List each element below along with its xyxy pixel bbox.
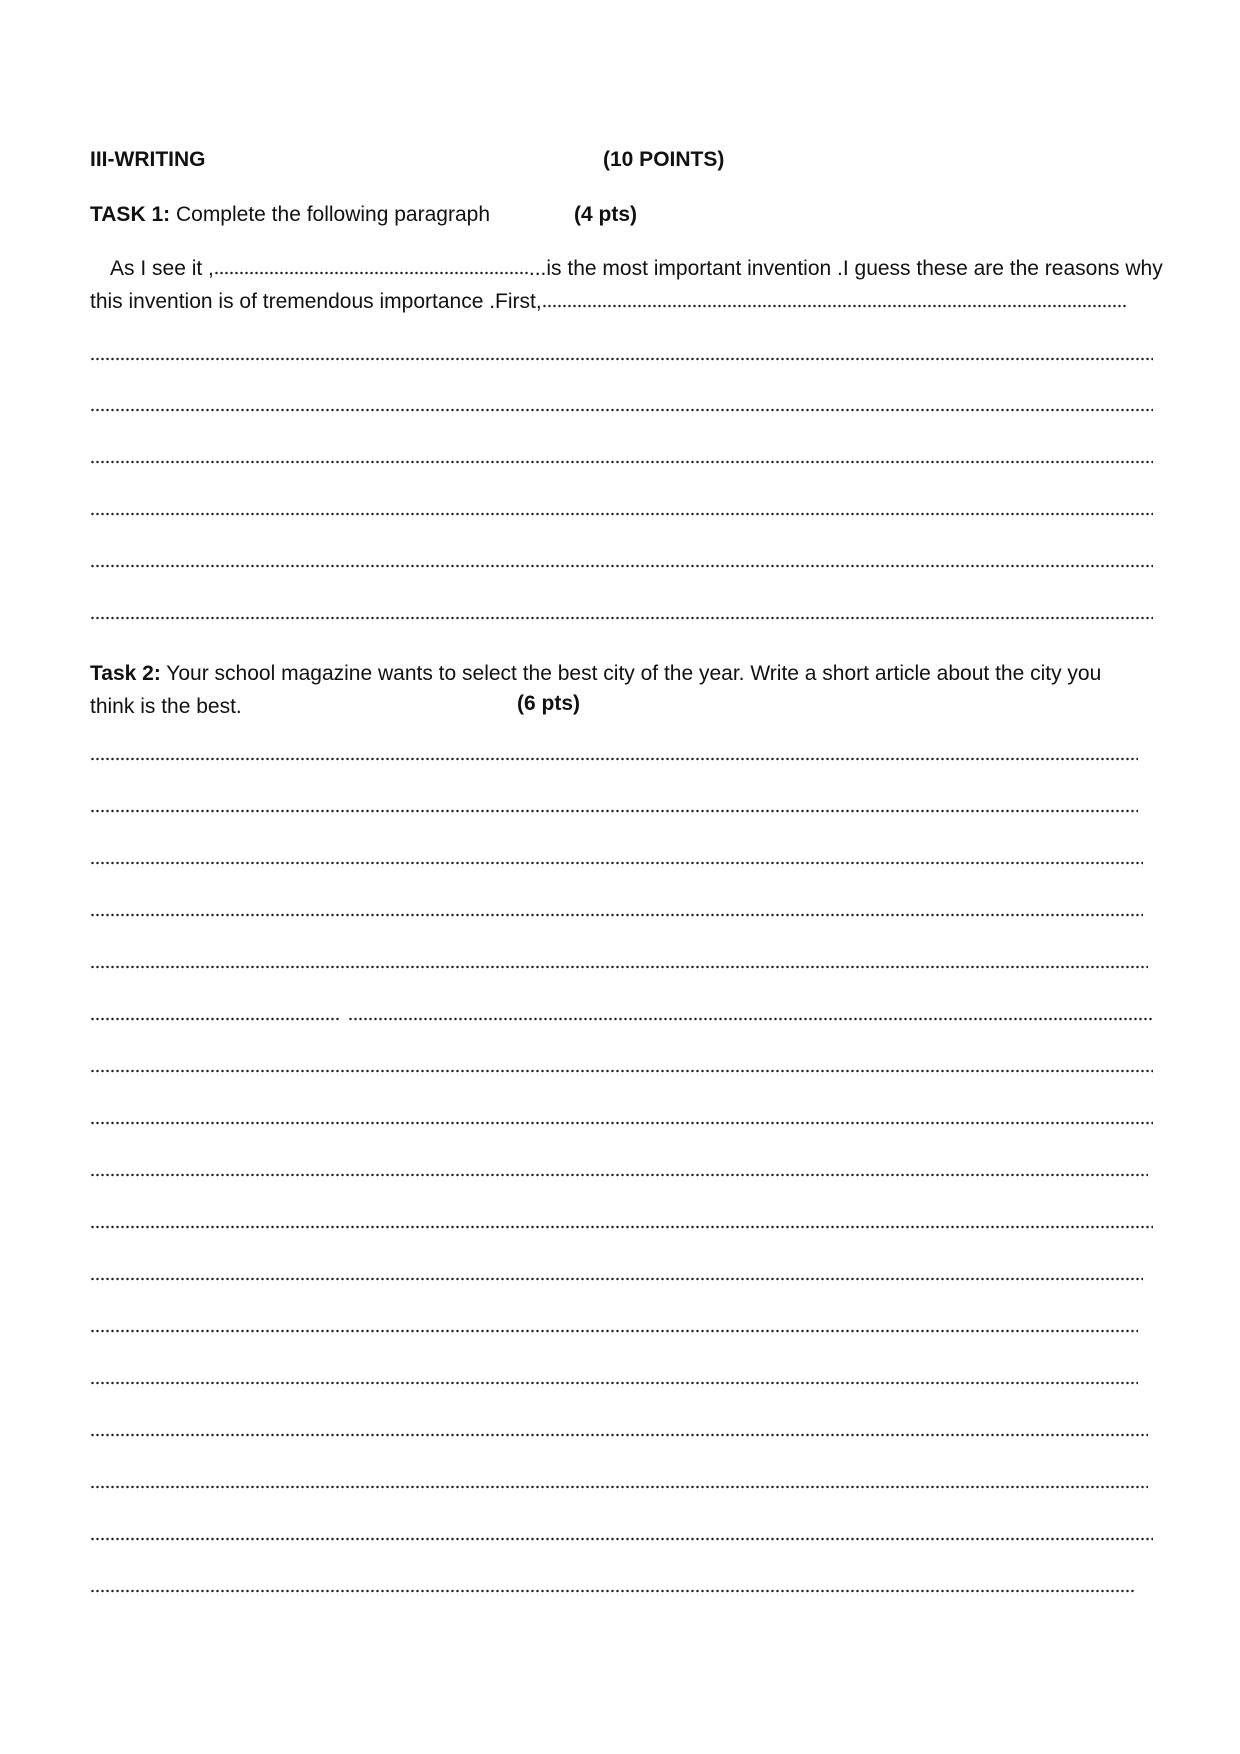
task1-answer-line[interactable] (90, 460, 1153, 464)
task2-answer-line[interactable] (90, 861, 1143, 865)
task1-label: TASK 1: (90, 203, 171, 226)
section-points: (10 POINTS) (603, 148, 725, 171)
task2-answer-line[interactable] (90, 1433, 1148, 1437)
task2-answer-line[interactable] (90, 809, 1138, 813)
task2-answer-line[interactable] (90, 1225, 1153, 1229)
task2-heading (90, 657, 1155, 723)
task1-answer-line[interactable] (90, 357, 1153, 361)
task2-answer-line[interactable] (90, 965, 1148, 969)
task1-paragraph-line1 (90, 252, 1163, 285)
task1-points: (4 pts) (574, 203, 637, 226)
task2-label: Task 2: (90, 662, 161, 685)
blank-invention[interactable] (214, 271, 529, 275)
task1-answer-line[interactable] (90, 564, 1153, 568)
section-title: III-WRITING (90, 148, 206, 171)
task2-answer-line[interactable] (90, 1329, 1138, 1333)
task2-answer-line[interactable] (90, 1069, 1153, 1073)
task1-answer-line[interactable] (90, 408, 1153, 412)
task1-paragraph-line2 (90, 285, 1155, 318)
task1-heading (90, 202, 490, 228)
task2-answer-line-part[interactable] (90, 1017, 340, 1021)
task1-paragraph (90, 252, 1163, 318)
task1-text-end: ...is the most important invention .I guess these are the reasons why (528, 257, 1163, 280)
task1-text-first: this invention is of tremendous importance .First, (90, 290, 542, 313)
task1-answer-line[interactable] (90, 512, 1153, 516)
task2-answer-line[interactable] (90, 1589, 1135, 1593)
task2-answer-line[interactable] (90, 1381, 1138, 1385)
task2-points: (6 pts) (517, 692, 580, 715)
task2-answer-line-part[interactable] (348, 1017, 1153, 1021)
task2-instruction-line2: think is the best. (90, 695, 242, 718)
task2-answer-line[interactable] (90, 1485, 1148, 1489)
task2-instruction-text: Your school magazine wants to select the best city of the year. Write a short article about the city you (166, 662, 1102, 685)
task1-text-start: As I see it , (110, 257, 214, 280)
task1-answer-line[interactable] (90, 616, 1153, 620)
task2-answer-line[interactable] (90, 1277, 1143, 1281)
task2-answer-line[interactable] (90, 1173, 1148, 1177)
task1-instruction: Complete the following paragraph (175, 203, 490, 226)
task2-instruction-line1 (90, 657, 1155, 690)
task2-answer-line[interactable] (90, 1537, 1153, 1541)
task2-answer-line[interactable] (90, 757, 1138, 761)
task2-answer-line[interactable] (90, 1121, 1153, 1125)
blank-first-reason[interactable] (542, 304, 1127, 308)
task2-answer-line[interactable] (90, 913, 1143, 917)
